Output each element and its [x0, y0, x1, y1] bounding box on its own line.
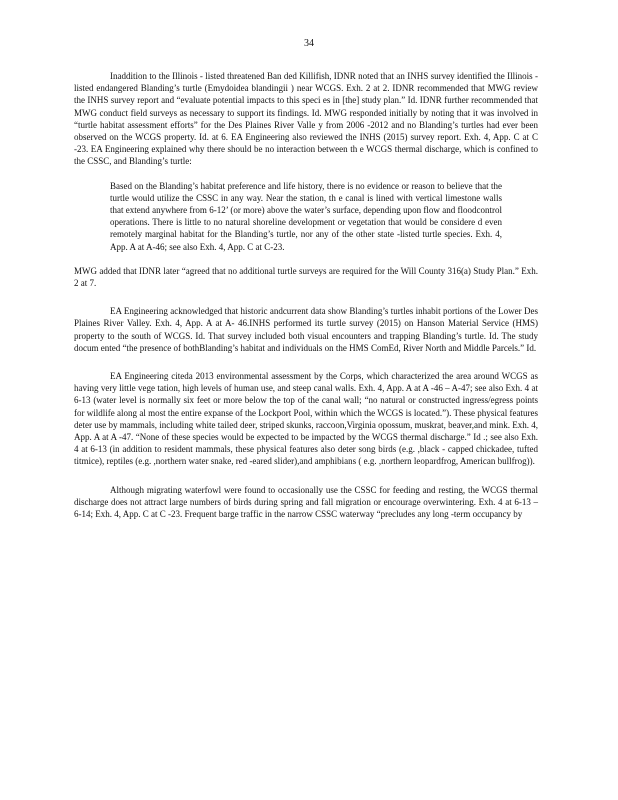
paragraph-spacer	[74, 289, 538, 305]
paragraph-spacer	[74, 468, 538, 484]
paragraph-historic-data: EA Engineering acknowledged that historic andcurrent data show Blanding’s turtles inhabit portions of the Lower Des Plaines River Valley. Exh. 4, App. A at A- 46.INHS performed its turtle survey (2015) on Hanson Material Service (HMS) property to the south of WCGS. Id. That survey included both visual encounters and trapping Blanding’s turtle. Id. The study docum ented “the presence of bothBlanding’s habitat and individuals on the HMS ComEd, River North and Middle Parcels.” Id.	[74, 306, 538, 353]
document-body	[74, 70, 538, 520]
paragraph-blandings-turtle-intro: Inaddition to the Illinois - listed threatened Ban ded Killifish, IDNR noted that an INHS survey identified the Illinois -listed endangered Blanding’s turtle (Emydoidea blandingii ) near WCGS. Exh. 2 at 2. IDNR recommended that MWG review the INHS survey report and “evaluate potential impacts to this speci es in [the] study plan.” Id. IDNR further recommended that MWG conduct field surveys as necessary to support its findings. Id. MWG responded initially by noting that it was involved in “turtle habitat assessment efforts” for the Des Plaines River Valle y from 2006 -2012 and no Blanding’s turtles had ever been observed on the WCGS property. Id. at 6. EA Engineering also reviewed the INHS (2015) survey report. Exh. 4, App. C at C -23. EA Engineering explained why there should be no interaction between th e WCGS thermal discharge, which is confined to the CSSC, and Blanding’s turtle:	[74, 71, 538, 167]
paragraph-migrating-waterfowl: Although migrating waterfowl were found to occasionally use the CSSC for feeding and resting, the WCGS thermal discharge does not attract large numbers of birds during spring and fall migration or encourage overwintering. Exh. 4 at 6-13 – 6-14; Exh. 4, App. C at C -23. Frequent barge traffic in the narrow CSSC waterway “precludes any long -term occupancy by	[74, 484, 538, 520]
paragraph-corps-assessment: EA Engineering citeda 2013 environmental assessment by the Corps, which characterized the area around WCGS as having very little vege tation, high levels of human use, and steep canal walls. Exh. 4, App. A at A -46 – A-47; see also Exh. 4 at 6-13 (water level is normally six feet or more below the top of the canal wall; “no natural or constructed ingress/egress points for wildlife along al most the entire expanse of the Lockport Pool, within which the WCGS is located.”). These physical features deter use by mammals, including white tailed deer, striped skunks, raccoon,Virginia opossum, muskrat, beaver,and mink. Exh. 4, App. A at A -47. “None of these species would be expected to be impacted by the WCGS thermal discharge.” Id .; see also Exh. 4 at 6-13 (in addition to resident mammals, these physical features also deter song birds (e.g. ,black - capped chickadee, tufted titmice), reptiles (e.g. ,northern water snake, red -eared slider),and amphibians ( e.g. ,northern leopardfrog, American bullfrog)).	[74, 371, 538, 467]
paragraph-idnr-agreement: MWG added that IDNR later “agreed that no additional turtle surveys are required for the Will County 316(a) Study Plan.” Exh. 2 at 7.	[74, 265, 538, 289]
page-number: 34	[304, 38, 314, 49]
block-quote-ea-engineering: Based on the Blanding’s habitat preference and life history, there is no evidence or reason to believe that the turtle would utilize the CSSC in any way. Near the station, th e canal is lined with vertical limestone walls that extend anywhere from 6-12’ (or more) above the water’s surface, depending upon flow and floodcontrol operations. There is little to no natural shoreline development or vegetation that would be considere d even remotely marginal habitat for the Blanding’s turtle, nor any of the other state -listed turtle species. Exh. 4, App. A at A-46; see also Exh. 4, App. C at C-23.	[110, 180, 502, 252]
paragraph-spacer	[74, 354, 538, 370]
